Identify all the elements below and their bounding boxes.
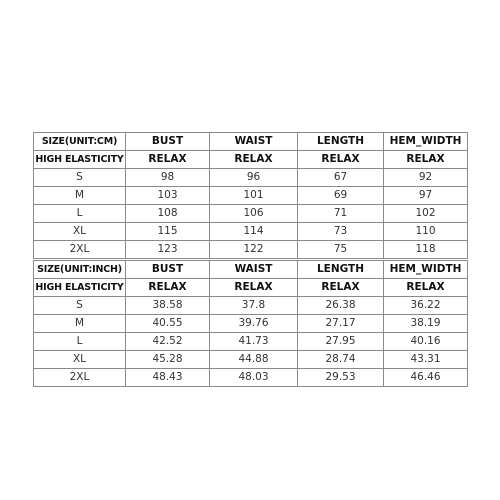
hem-width-cell: 38.19 <box>384 315 468 333</box>
waist-cell: 122 <box>210 241 298 259</box>
size-cell: M <box>34 315 126 333</box>
hem-width-cell: 92 <box>384 169 468 187</box>
length-cell: 73 <box>298 223 384 241</box>
size-chart-cm <box>33 132 468 259</box>
bust-cell: 115 <box>126 223 210 241</box>
table-row <box>34 205 468 223</box>
waist-cell: 41.73 <box>210 333 298 351</box>
table-row <box>34 333 468 351</box>
waist-cell: 39.76 <box>210 315 298 333</box>
size-cell: L <box>34 333 126 351</box>
hem-width-cell: 46.46 <box>384 369 468 387</box>
length-cell: 69 <box>298 187 384 205</box>
subheader-row <box>34 279 468 297</box>
size-cell: S <box>34 169 126 187</box>
waist-cell: 37.8 <box>210 297 298 315</box>
subheader-cell-bust: RELAX <box>126 279 210 297</box>
header-row <box>34 133 468 151</box>
length-cell: 29.53 <box>298 369 384 387</box>
header-row <box>34 261 468 279</box>
size-cell: M <box>34 187 126 205</box>
size-chart-inch <box>33 260 468 387</box>
bust-cell: 103 <box>126 187 210 205</box>
length-cell: 26.38 <box>298 297 384 315</box>
hem-width-cell: 40.16 <box>384 333 468 351</box>
size-cell: XL <box>34 223 126 241</box>
waist-cell: 101 <box>210 187 298 205</box>
header-cell-bust: BUST <box>126 261 210 279</box>
size-cell: XL <box>34 351 126 369</box>
bust-cell: 48.43 <box>126 369 210 387</box>
hem-width-cell: 36.22 <box>384 297 468 315</box>
table-row <box>34 241 468 259</box>
waist-cell: 106 <box>210 205 298 223</box>
length-cell: 27.17 <box>298 315 384 333</box>
header-cell-size: SIZE(UNIT:CM) <box>34 133 126 151</box>
hem-width-cell: 102 <box>384 205 468 223</box>
header-cell-waist: WAIST <box>210 133 298 151</box>
size-cell: L <box>34 205 126 223</box>
header-cell-waist: WAIST <box>210 261 298 279</box>
hem-width-cell: 97 <box>384 187 468 205</box>
table-row <box>34 297 468 315</box>
length-cell: 71 <box>298 205 384 223</box>
bust-cell: 98 <box>126 169 210 187</box>
subheader-cell-elasticity: HIGH ELASTICITY <box>34 279 126 297</box>
table-row <box>34 315 468 333</box>
subheader-cell-bust: RELAX <box>126 151 210 169</box>
bust-cell: 45.28 <box>126 351 210 369</box>
header-cell-hem-width: HEM_WIDTH <box>384 133 468 151</box>
header-cell-length: LENGTH <box>298 133 384 151</box>
table-row <box>34 351 468 369</box>
subheader-cell-hem-width: RELAX <box>384 279 468 297</box>
bust-cell: 123 <box>126 241 210 259</box>
subheader-row <box>34 151 468 169</box>
hem-width-cell: 43.31 <box>384 351 468 369</box>
header-cell-hem-width: HEM_WIDTH <box>384 261 468 279</box>
header-cell-size: SIZE(UNIT:INCH) <box>34 261 126 279</box>
length-cell: 28.74 <box>298 351 384 369</box>
length-cell: 27.95 <box>298 333 384 351</box>
waist-cell: 96 <box>210 169 298 187</box>
hem-width-cell: 118 <box>384 241 468 259</box>
size-cell: 2XL <box>34 241 126 259</box>
header-cell-length: LENGTH <box>298 261 384 279</box>
header-cell-bust: BUST <box>126 133 210 151</box>
table-row <box>34 369 468 387</box>
subheader-cell-elasticity: HIGH ELASTICITY <box>34 151 126 169</box>
waist-cell: 48.03 <box>210 369 298 387</box>
subheader-cell-length: RELAX <box>298 151 384 169</box>
subheader-cell-hem-width: RELAX <box>384 151 468 169</box>
table-row <box>34 169 468 187</box>
length-cell: 75 <box>298 241 384 259</box>
bust-cell: 38.58 <box>126 297 210 315</box>
length-cell: 67 <box>298 169 384 187</box>
subheader-cell-waist: RELAX <box>210 151 298 169</box>
subheader-cell-length: RELAX <box>298 279 384 297</box>
bust-cell: 42.52 <box>126 333 210 351</box>
bust-cell: 40.55 <box>126 315 210 333</box>
bust-cell: 108 <box>126 205 210 223</box>
table-row <box>34 187 468 205</box>
size-cell: S <box>34 297 126 315</box>
waist-cell: 44.88 <box>210 351 298 369</box>
subheader-cell-waist: RELAX <box>210 279 298 297</box>
size-cell: 2XL <box>34 369 126 387</box>
table-row <box>34 223 468 241</box>
waist-cell: 114 <box>210 223 298 241</box>
hem-width-cell: 110 <box>384 223 468 241</box>
